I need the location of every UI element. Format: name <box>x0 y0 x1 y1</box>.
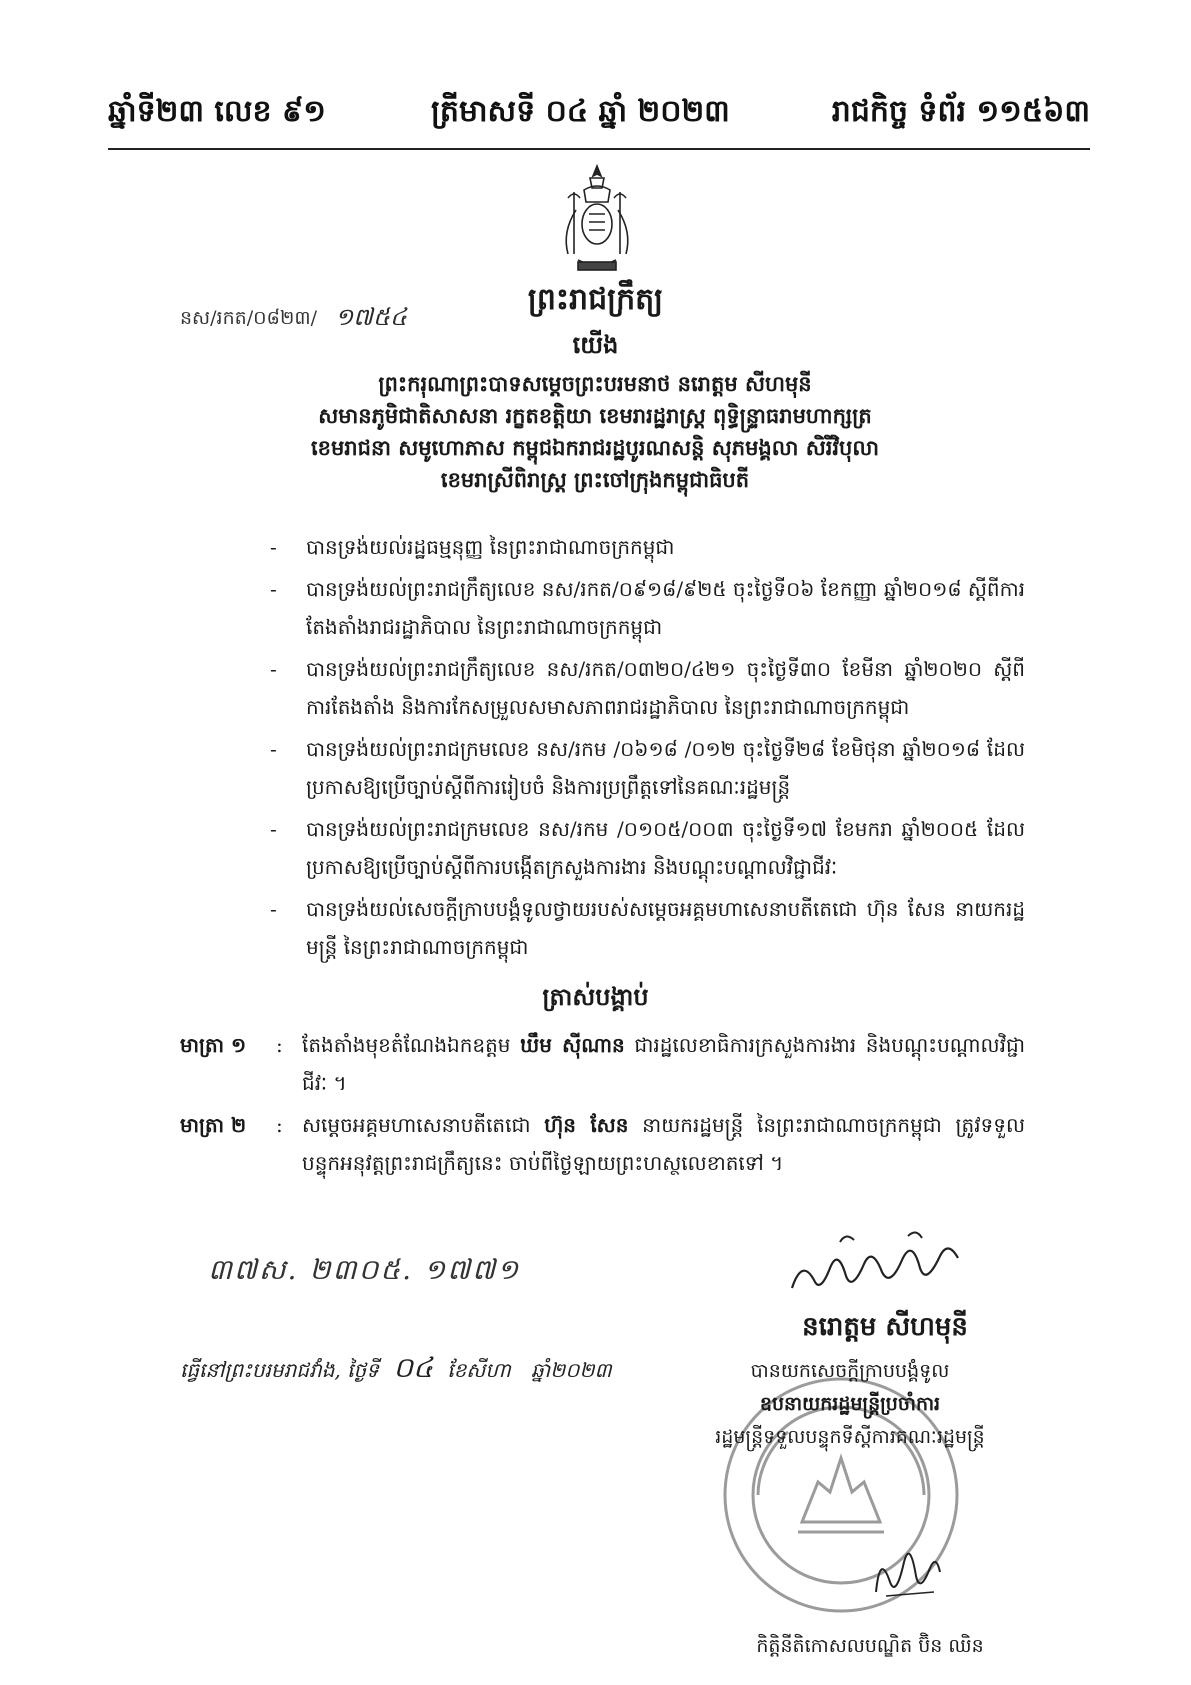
article-colon: : <box>276 1033 283 1057</box>
article-text: ជារដ្ឋលេខាធិការក្រសួងការងារ និងបណ្តុះបណ្តាលវិជ្ជាជីវៈ ។ <box>302 1033 1025 1095</box>
decree-reference-handwritten: ១៧៥៤ <box>335 303 407 331</box>
decree-title: ព្រះរាជក្រឹត្យ <box>527 282 664 317</box>
royal-coat-of-arms-icon <box>554 162 640 280</box>
gazette-year-issue: ឆ្នាំទី២៣ លេខ ៩១ <box>108 94 326 129</box>
consideration-item: - បានទ្រង់យល់រដ្ឋធម្មនុញ្ញ នៃព្រះរាជាណាចក្រកម្ពុជា <box>270 528 1025 566</box>
article-text: នាយករដ្ឋមន្ត្រី នៃព្រះរាជាណាចក្រកម្ពុជា ត្រូវទទួលបន្ទុកអនុវត្តព្រះរាជក្រឹត្យនេះ ចាប់ពីថ្ងៃឡាយព្រះហស្ថលេខាតទៅ ។ <box>302 1113 1025 1175</box>
article-2 <box>180 1106 1025 1182</box>
king-title-line: ខេមរាជនា សមូហោភាស កម្ពុជឯករាជរដ្ឋបូរណសន្តិ សុភមង្គលា សិរីវិបុលា <box>310 435 880 460</box>
consideration-item: - បានទ្រង់យល់ព្រះរាជក្រឹត្យលេខ នស/រកត/០៣២០/៤២១ ចុះថ្ងៃទី៣០ ខែមីនា ឆ្នាំ២០២០ ស្តីពីការតែងតាំង និងការកែសម្រួលសមាសភាពរាជរដ្ឋាភិបាល នៃព្រះរាជាណាចក្រកម្ពុជា <box>270 650 1025 726</box>
king-titles <box>180 368 1010 496</box>
article-text: តែងតាំងមុខតំណែងឯកឧត្តម <box>302 1033 511 1057</box>
year-text: ឆ្នាំ២០២៣ <box>531 1358 612 1382</box>
prime-minister-name: ហ៊ុន សែន <box>544 1113 629 1137</box>
header-divider <box>108 148 1090 150</box>
countersign-role: រដ្ឋមន្ត្រីទទួលបន្ទុកទីស្តីការគណៈរដ្ឋមន្ត្រី <box>715 1426 985 1448</box>
king-name: នរោត្ដម សីហមុនី <box>802 1312 968 1342</box>
decree-reference-number: នស/រកត/០៨២៣/ <box>180 307 318 329</box>
article-1 <box>180 1026 1025 1102</box>
day-handwritten: ០៤ <box>393 1351 433 1384</box>
command-heading: ត្រាស់បង្គាប់ <box>542 982 649 1011</box>
articles <box>180 1026 1025 1186</box>
article-label: មាត្រា ២ <box>180 1113 247 1137</box>
countersign-intro: បានយកសេចក្តីក្រាបបង្គំទូល <box>750 1360 950 1382</box>
king-title-line: ខេមរាស្រីពិរាស្ត្រ ព្រះចៅក្រុងកម្ពុជាធិបតី <box>440 467 750 492</box>
countersign-title: ឧបនាយករដ្ឋមន្ត្រីប្រចាំការ <box>759 1393 941 1415</box>
article-text: សម្តេចអគ្គមហាសេនាបតីតេជោ <box>302 1113 531 1137</box>
consideration-item: - បានទ្រង់យល់សេចក្តីក្រាបបង្គំទូលថ្វាយរបស់សម្តេចអគ្គមហាសេនាបតីតេជោ ហ៊ុន សែន នាយករដ្ឋមន្ត្រី នៃព្រះរាជាណាចក្រកម្ពុជា <box>270 890 1025 966</box>
month-text: ខែសីហា <box>447 1358 511 1382</box>
consideration-item: - បានទ្រង់យល់ព្រះរាជក្រឹត្យលេខ នស/រកត/០៩១៨/៩២៥ ចុះថ្ងៃទី០៦ ខែកញ្ញា ឆ្នាំ២០១៨ ស្តីពីការតែងតាំងរាជរដ្ឋាភិបាល នៃព្រះរាជាណាចក្រកម្ពុជា <box>270 570 1025 646</box>
we-heading: យើង <box>572 330 619 359</box>
king-title-line: សមានភូមិជាតិសាសនា រក្ខតខត្តិយា ខេមរារដ្ឋរាស្ត្រ ពុទ្ធិន្ទ្រាធរាមហាក្សត្រ <box>318 403 872 428</box>
consideration-item: - បានទ្រង់យល់ព្រះរាជក្រមលេខ នស/រកម /០៦១៨ /០១២ ចុះថ្ងៃទី២៨ ខែមិថុនា ឆ្នាំ២០១៨ ដែលប្រកាសឱ្យប្រើច្បាប់ស្តីពីការរៀបចំ និងការប្រព្រឹត្តទៅនៃគណៈរដ្ឋមន្ត្រី <box>270 730 1025 806</box>
place-and-date <box>180 1350 612 1391</box>
place-text: ធ្វើនៅព្រះបរមរាជវាំង, ថ្ងៃទី <box>180 1358 379 1382</box>
king-title-line: ព្រះករុណាព្រះបាទសម្ដេចព្រះបរមនាថ នរោត្ដម សីហមុនី <box>378 371 812 396</box>
considerations-list <box>270 528 1025 970</box>
handwritten-registration: ៣៧ស. ២៣០៥. ១៧៧១ <box>208 1253 521 1286</box>
article-colon: : <box>276 1113 283 1137</box>
king-signature-icon <box>780 1228 970 1306</box>
article-label: មាត្រា ១ <box>180 1033 247 1057</box>
gazette-page-number: រាជកិច្ច ទំព័រ ១១៥៦៣ <box>831 94 1090 129</box>
consideration-item: - បានទ្រង់យល់ព្រះរាជក្រមលេខ នស/រកម /០១០៥/០០៣ ចុះថ្ងៃទី១៧ ខែមករា ឆ្នាំ២០០៥ ដែលប្រកាសឱ្យប្រើច្បាប់ស្តីពីការបង្កើតក្រសួងការងារ និងបណ្តុះបណ្តាលវិជ្ជាជីវៈ <box>270 810 1025 886</box>
countersignature-block <box>655 1355 1045 1454</box>
gazette-header <box>108 92 1090 140</box>
minister-signature-icon <box>866 1532 946 1608</box>
signer-name: កិត្តិនីតិកោសលបណ្ឌិត ប៊ិន ឈិន <box>756 1635 984 1657</box>
gazette-quarter: ត្រីមាសទី ០៤ ឆ្នាំ ២០២៣ <box>431 94 730 129</box>
appointee-name: ឃឹម ស៊ីណាន <box>520 1033 625 1057</box>
